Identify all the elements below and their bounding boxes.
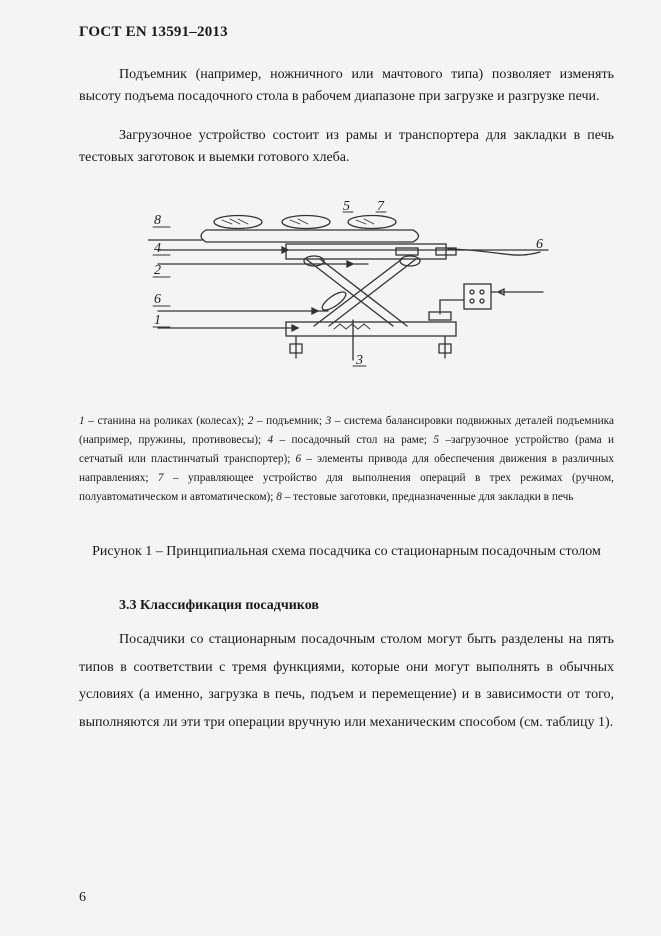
- legend-text: – система балансировки подвижных деталей подъемника (например, пружины, противовесы);: [79, 415, 614, 446]
- section-heading: 3.3 Классификация посадчиков: [119, 598, 319, 613]
- legend-text: – подъемник;: [253, 415, 326, 427]
- label-5: 5: [343, 200, 350, 214]
- legend-text: – посадочный стол на раме;: [273, 434, 434, 446]
- control-device: [464, 284, 491, 309]
- legend-text: – тестовые заготовки, предназначенные для закладки в печь: [281, 491, 574, 503]
- wheel: [439, 336, 451, 358]
- legend-num: 4: [267, 434, 274, 446]
- dough-piece: [282, 216, 330, 229]
- label-6: 6: [154, 292, 161, 307]
- legend-num: 8: [276, 491, 282, 503]
- figure-caption: Рисунок 1 – Принципиальная схема посадчика со стационарным посадочным столом: [92, 544, 601, 559]
- dough-piece: [348, 216, 396, 229]
- schematic-figure: [148, 200, 558, 378]
- legend-text: – элементы привода для обеспечения движения в различных направлениях;: [79, 453, 615, 484]
- label-7: 7: [377, 200, 384, 214]
- paragraph-classification: Посадчики со стационарным посадочным столом могут быть разделены на пять типов в соответствии с тремя функциями, которые они могут выполнять в обычных условиях (а именно, загрузка в печь, подъем и перемещение) и в зависимости от того, выполняются ли эти три операции вручную или механическим способом (см. таблицу 1).: [79, 632, 614, 730]
- legend-num: 2: [247, 415, 254, 427]
- wheel: [290, 336, 302, 358]
- paragraph-loader-description: Загрузочное устройство состоит из рамы и транспортера для закладки в печь тестовых заготовок и выемки готового хлеба.: [79, 128, 614, 165]
- legend-num: 3: [325, 415, 332, 427]
- legend-num: 6: [295, 453, 302, 465]
- conveyor-loop: [201, 230, 419, 242]
- dough-piece: [214, 216, 262, 229]
- legend-text: – управляющее устройство для выполнения операций в трех режимах (ручном, полуавтоматическом и автоматическом);: [79, 472, 614, 503]
- legend-num: 1: [79, 415, 85, 427]
- label-8: 8: [154, 213, 161, 228]
- legend-text: –загрузочное устройство (рама и сетчатый или пластинчатый транспортер);: [79, 434, 614, 465]
- legend-num: 7: [157, 472, 164, 484]
- figure-legend: [79, 412, 614, 507]
- base-frame: [286, 322, 456, 336]
- label-1: 1: [154, 313, 161, 328]
- legend-text: – станина на роликах (колесах);: [84, 415, 248, 427]
- label-4: 4: [154, 241, 161, 256]
- document-header: ГОСТ EN 13591–2013: [79, 24, 228, 40]
- drive-element: [320, 289, 349, 313]
- label-3: 3: [356, 353, 363, 368]
- page-number: 6: [79, 890, 86, 905]
- label-6-right: 6: [536, 237, 543, 252]
- legend-num: 5: [433, 434, 440, 446]
- label-2: 2: [154, 263, 161, 278]
- scissor-lift: [306, 259, 416, 326]
- paragraph-lift-description: Подъемник (например, ножничного или мачтового типа) позволяет изменять высоту подъема посадочного стола в рабочем диапазоне при загрузке и разгрузке печи.: [79, 67, 614, 104]
